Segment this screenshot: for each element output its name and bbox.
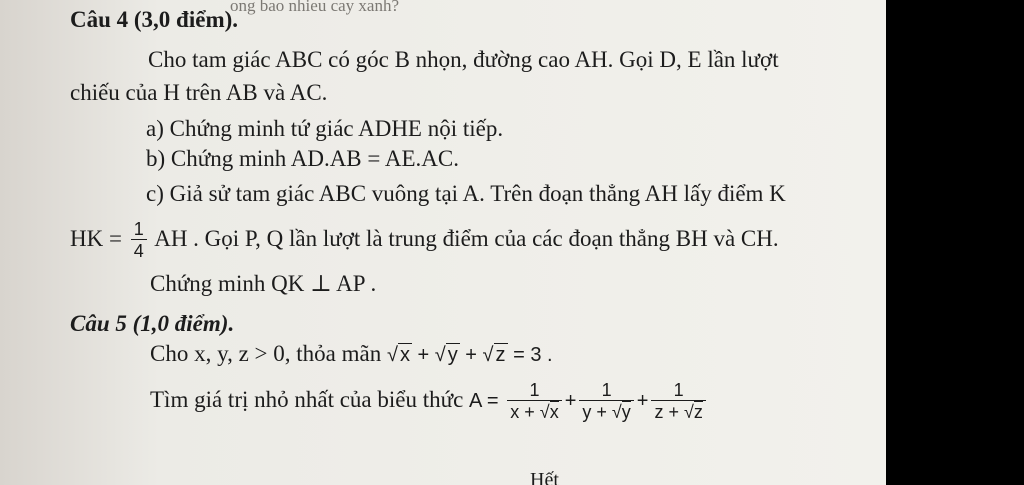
sqrt-x: √ x (386, 344, 410, 366)
q5-heading: Câu 5 (1,0 điểm). (70, 311, 235, 336)
sqrt-z: √ z (482, 344, 506, 366)
q4-part-b: b) Chứng minh AD.AB = AE.AC. (146, 146, 459, 171)
q5-condition-line (150, 340, 553, 369)
condition-prefix: Cho x, y, z > 0, thỏa mãn (150, 341, 382, 366)
end-marker: Hết (530, 469, 559, 485)
expression-a-label: A = (469, 390, 499, 412)
sqrt-y: √ y (434, 344, 458, 366)
q4-intro-line-2: chiếu của H trên AB và AC. (70, 80, 328, 105)
prove-expression: QK ⊥ AP . (271, 271, 377, 296)
hk-fraction-numerator: 1 (131, 219, 147, 240)
hk-fraction-denominator: 4 (133, 241, 144, 262)
q4-heading: Câu 4 (3,0 điểm). (70, 7, 239, 32)
hk-prefix: HK = (70, 226, 122, 251)
fraction-y: $\frac{1}{y + √y}$ (579, 380, 633, 423)
hk-fraction (131, 219, 147, 262)
black-margin-right (886, 0, 1024, 485)
top-cut-off-text: ong bao nhieu cay xanh? (230, 0, 399, 15)
q4-part-a: a) Chứng minh tứ giác ADHE nội tiếp. (146, 116, 504, 141)
task-prefix: Tìm giá trị nhỏ nhất của biểu thức (150, 387, 464, 412)
prove-prefix: Chứng minh (150, 271, 266, 296)
hk-suffix: AH . Gọi P, Q lần lượt là trung điểm của các đoạn thẳng BH và CH. (154, 226, 779, 251)
fraction-x: $\frac{1}{x + √x}$ (507, 380, 561, 423)
q4-part-c: c) Giả sử tam giác ABC vuông tại A. Trên đoạn thẳng AH lấy điểm K (146, 181, 786, 206)
condition-expression: √ x + √ y + √ z = 3 . (387, 344, 553, 366)
condition-rhs: = 3 . (513, 344, 553, 366)
q4-hk-line (70, 216, 779, 262)
q4-intro-line-1: Cho tam giác ABC có góc B nhọn, đường cao AH. Gọi D, E lần lượt (148, 47, 779, 72)
q5-task-line: Tìm giá trị nhỏ nhất của biểu thức A = $\frac{1}{x + √x}$ + $\frac{1}{y + √y}$ + $\frac{1}{z + √z}$ (150, 374, 709, 427)
fraction-z: $\frac{1}{z + √z}$ (651, 380, 705, 423)
q4-prove-line (150, 270, 376, 298)
